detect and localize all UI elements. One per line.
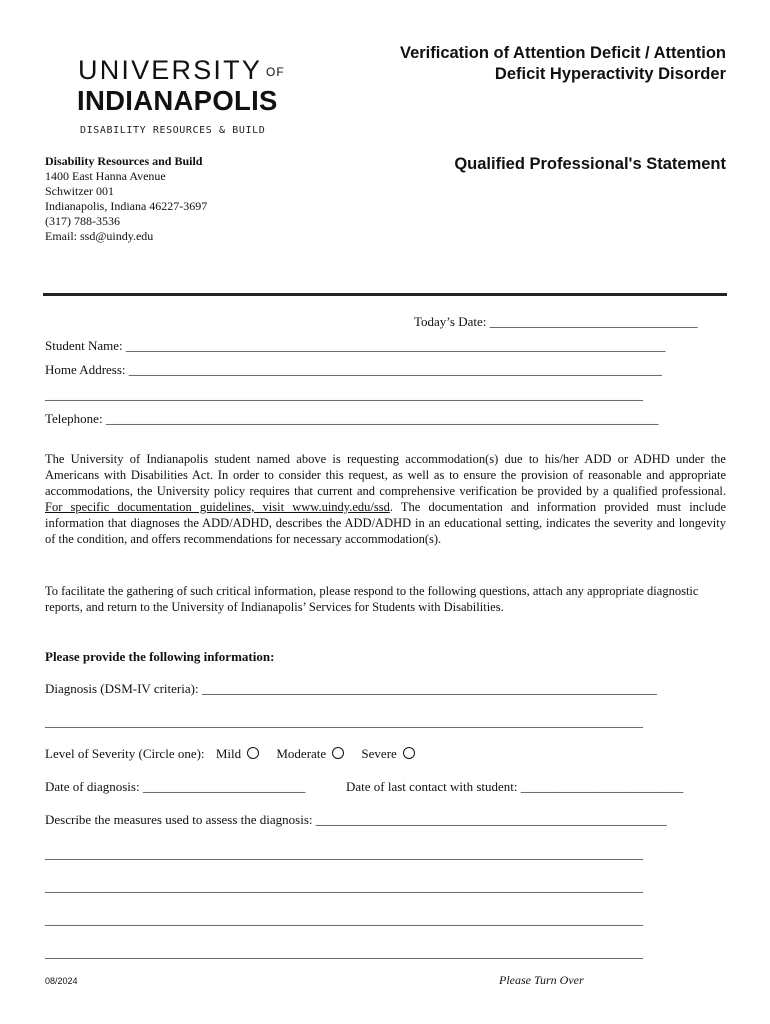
radio-circle-icon[interactable] xyxy=(332,747,344,759)
home-address-line2-field[interactable]: ____________________________________________________________________________________________ xyxy=(45,387,643,402)
last-contact-date-field[interactable]: Date of last contact with student: _________________________ xyxy=(346,779,684,794)
address-phone: (317) 788-3536 xyxy=(45,214,120,228)
form-title-line2: Deficit Hyperactivity Disorder xyxy=(494,65,726,83)
footer-date-code: 08/2024 xyxy=(45,976,78,986)
footer-turn-over: Please Turn Over xyxy=(499,973,584,987)
office-name: Disability Resources and Build xyxy=(45,154,203,168)
address-email: Email: ssd@uindy.edu xyxy=(45,229,154,243)
form-title-line1: Verification of Attention Deficit / Attention xyxy=(399,44,726,62)
form-title xyxy=(400,43,726,85)
measures-line-field[interactable]: ____________________________________________________________________________________________ xyxy=(45,879,643,894)
telephone-field[interactable]: Telephone: _____________________________________________________________________________________ xyxy=(45,411,659,426)
radio-circle-icon[interactable] xyxy=(403,747,415,759)
measures-line-field[interactable]: ____________________________________________________________________________________________ xyxy=(45,945,643,960)
intro-text-1: The University of Indianapolis student named above is requesting accommodation(s) due to his/her ADD or ADHD under the Americans with Disabilities Act. In order to consider this request, as well as to ensure the provision of reasonable and appropriate accommodations, the University policy requires that current and comprehensive verification be provided by a qualified professional. xyxy=(45,452,726,498)
form-subtitle: Qualified Professional's Statement xyxy=(454,155,726,173)
severity-option-severe[interactable] xyxy=(361,746,414,761)
intro-text-2: . The documentation and information provided must include information that diagnoses the ADD/ADHD, describes the ADD/ADHD in an educational setting, indicates the severity and longevity of the condition, and offers recommendations for necessary accommodation(s). xyxy=(45,500,726,546)
address-street: 1400 East Hanna Avenue xyxy=(45,169,166,183)
address-building: Schwitzer 001 xyxy=(45,184,114,198)
logo-university-text xyxy=(78,56,285,86)
student-name-field[interactable]: Student Name: ___________________________________________________________________________________ xyxy=(45,338,666,353)
measures-line-field[interactable]: ____________________________________________________________________________________________ xyxy=(45,846,643,861)
diagnosis-field[interactable]: Diagnosis (DSM-IV criteria): ______________________________________________________________________ xyxy=(45,681,657,696)
todays-date-field[interactable]: Today’s Date: ________________________________ xyxy=(414,314,698,329)
measures-field[interactable]: Describe the measures used to assess the diagnosis: ______________________________________________________ xyxy=(45,812,667,827)
logo-indianapolis-text: INDIANAPOLIS xyxy=(77,85,278,116)
severity-option-mild[interactable] xyxy=(216,746,259,761)
facilitate-paragraph: To facilitate the gathering of such critical information, please respond to the following questions, attach any appropriate diagnostic reports, and return to the University of Indianapolis’ Services for Students with Disabilities. xyxy=(45,584,699,614)
radio-circle-icon[interactable] xyxy=(247,747,259,759)
logo-subtitle: DISABILITY RESOURCES & BUILD xyxy=(80,125,266,136)
severity-row xyxy=(45,746,415,762)
logo-of-word: OF xyxy=(266,65,285,79)
diagnosis-line2-field[interactable]: ____________________________________________________________________________________________ xyxy=(45,714,643,729)
severity-option-moderate[interactable] xyxy=(276,746,344,761)
section-heading: Please provide the following information: xyxy=(45,649,275,664)
logo-university-word: UNIVERSITY xyxy=(78,55,263,85)
date-of-diagnosis-field[interactable]: Date of diagnosis: _________________________ xyxy=(45,779,306,794)
severity-label: Level of Severity (Circle one): xyxy=(45,746,205,761)
documentation-guidelines-link[interactable]: For specific documentation guidelines, visit www.uindy.edu/ssd xyxy=(45,500,390,514)
measures-line-field[interactable]: ____________________________________________________________________________________________ xyxy=(45,912,643,927)
severity-option-label: Moderate xyxy=(276,746,327,761)
header-divider xyxy=(43,293,727,296)
home-address-field[interactable]: Home Address: __________________________________________________________________________________ xyxy=(45,362,662,377)
address-block xyxy=(45,154,207,244)
severity-option-label: Mild xyxy=(215,746,242,761)
intro-paragraph xyxy=(45,451,726,547)
severity-option-label: Severe xyxy=(361,746,397,761)
address-city: Indianapolis, Indiana 46227-3697 xyxy=(45,199,208,213)
